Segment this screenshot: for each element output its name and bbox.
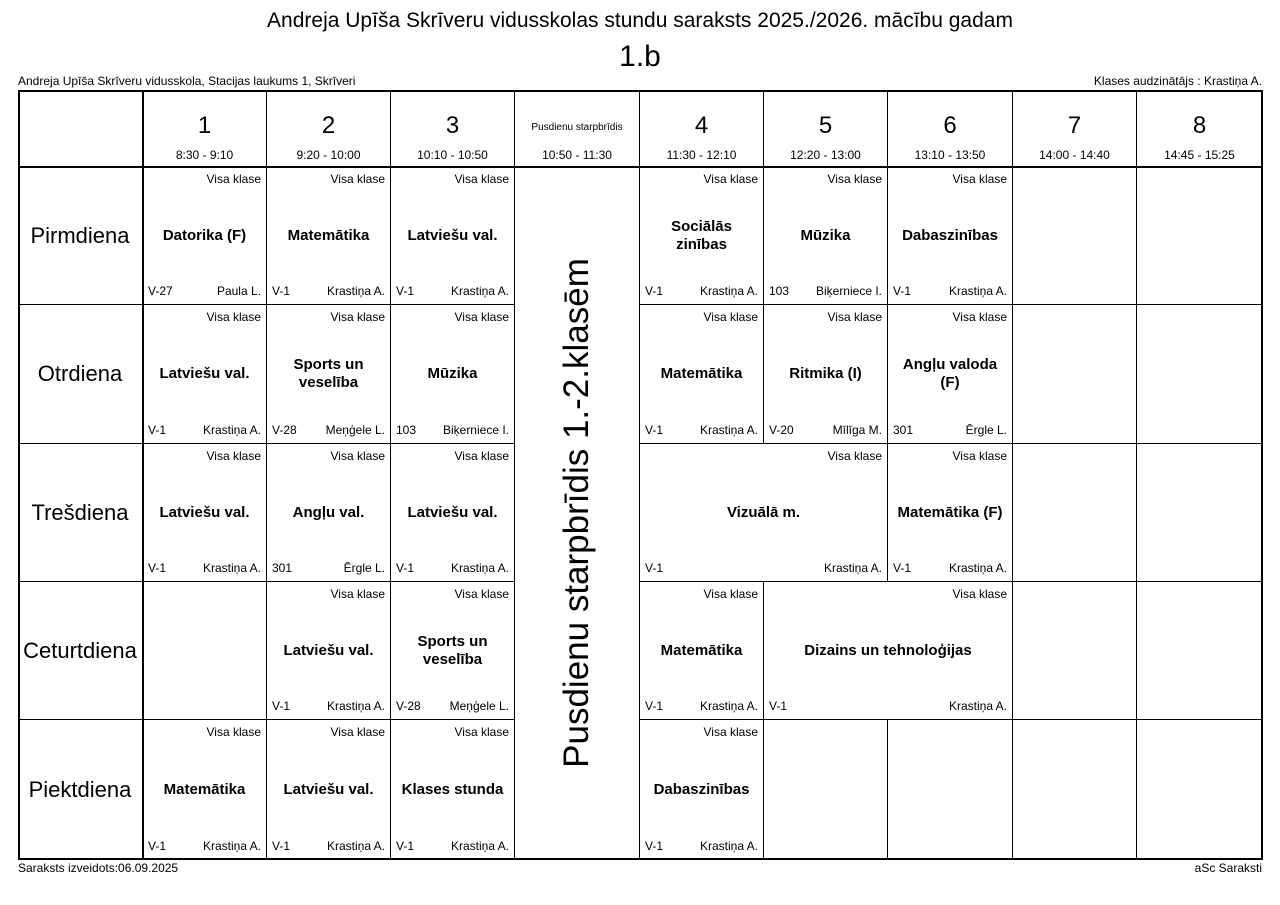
period-number: 4 <box>694 112 709 139</box>
lesson-cell[interactable] <box>267 582 391 720</box>
lesson-group: Visa klase <box>952 587 1007 601</box>
lesson-teacher: Krastiņa A. <box>823 561 882 575</box>
lesson-group: Visa klase <box>330 172 385 186</box>
lesson-teacher: Krastiņa A. <box>326 284 385 298</box>
lesson-group: Visa klase <box>330 310 385 324</box>
lesson-cell[interactable] <box>391 167 515 305</box>
period-number: 2 <box>321 112 336 139</box>
empty-cell <box>1137 582 1263 720</box>
lesson-subject: Sociālās zinības <box>671 217 732 253</box>
lesson-subject: Mūzika <box>427 365 478 382</box>
lesson-group: Visa klase <box>454 172 509 186</box>
lesson-room: V-1 <box>396 561 415 575</box>
lesson-cell[interactable] <box>143 444 267 582</box>
lesson-cell[interactable] <box>143 720 267 860</box>
period-time: 9:20 - 10:00 <box>296 148 361 162</box>
head-teacher: Klases audzinātājs : Krastiņa A. <box>1093 74 1262 88</box>
period-header <box>391 90 515 167</box>
lesson-room: V-1 <box>272 699 291 713</box>
lesson-subject: Dabaszinības <box>653 780 750 798</box>
empty-cell <box>1013 720 1137 860</box>
lesson-group: Visa klase <box>703 587 758 601</box>
day-header <box>18 167 143 305</box>
header-separator <box>18 166 1263 168</box>
lunch-break-label <box>515 167 639 859</box>
lesson-subject: Mūzika <box>800 226 851 244</box>
lesson-room: V-27 <box>148 284 173 298</box>
lesson-cell[interactable] <box>888 305 1013 444</box>
lesson-subject: Datorika (F) <box>162 226 247 244</box>
empty-cell <box>1013 167 1137 305</box>
lesson-group: Visa klase <box>206 172 261 186</box>
timetable-grid <box>18 90 1263 860</box>
period-number: 6 <box>943 112 957 139</box>
period-time: 10:10 - 10:50 <box>417 148 488 162</box>
lesson-room: 301 <box>272 561 293 575</box>
lesson-teacher: Krastiņa A. <box>202 423 261 437</box>
day-name: Ceturtdiena <box>23 637 137 663</box>
period-time: 13:10 - 13:50 <box>914 148 986 162</box>
lesson-room: V-1 <box>645 284 664 298</box>
lesson-teacher: Krastiņa A. <box>699 699 758 713</box>
page-title: Andreja Upīša Skrīveru vidusskolas stundu saraksts 2025./2026. mācību gadam <box>267 9 1013 32</box>
software-name: aSc Saraksti <box>1194 861 1262 875</box>
lesson-subject: Angļu val. <box>292 503 365 521</box>
lesson-subject: Vizuālā m. <box>726 503 801 521</box>
lesson-teacher: Paula L. <box>216 284 261 298</box>
lesson-group: Visa klase <box>206 725 261 739</box>
lesson-teacher: Krastiņa A. <box>450 839 509 853</box>
lesson-cell[interactable] <box>640 444 888 582</box>
lesson-group: Visa klase <box>827 172 882 186</box>
day-header <box>18 305 143 444</box>
lesson-room: V-1 <box>893 561 912 575</box>
lesson-subject: Dabaszinības <box>902 226 998 244</box>
lesson-teacher: Ērgle L. <box>343 561 385 575</box>
empty-cell <box>1137 167 1263 305</box>
lesson-room: V-1 <box>396 284 415 298</box>
lesson-subject: Latviešu val. <box>407 503 498 521</box>
empty-cell <box>1013 582 1137 720</box>
lesson-teacher: Biķerniece I. <box>815 284 882 298</box>
lesson-cell[interactable] <box>391 720 515 860</box>
period-number: 5 <box>818 112 833 139</box>
lesson-cell[interactable] <box>764 305 888 444</box>
lesson-room: V-1 <box>148 423 167 437</box>
day-name: Otrdiena <box>37 361 123 386</box>
lesson-room: V-1 <box>645 839 664 853</box>
empty-cell <box>1137 720 1263 860</box>
period-number: 1 <box>197 112 212 139</box>
lesson-teacher: Meņģele L. <box>325 423 385 437</box>
lesson-teacher: Krastiņa A. <box>948 561 1007 575</box>
lesson-room: V-1 <box>645 423 664 437</box>
lesson-cell[interactable] <box>267 720 391 860</box>
day-header <box>18 582 143 720</box>
lesson-room: V-1 <box>645 561 664 575</box>
period-number: 3 <box>445 112 460 139</box>
lesson-group: Visa klase <box>952 449 1007 463</box>
period-header <box>764 90 888 167</box>
lesson-teacher: Krastiņa A. <box>202 839 261 853</box>
lesson-cell[interactable] <box>143 167 267 305</box>
lesson-cell[interactable] <box>267 305 391 444</box>
lesson-teacher: Ērgle L. <box>965 423 1007 437</box>
period-time: 8:30 - 9:10 <box>175 148 234 162</box>
lesson-subject: Matemātika <box>660 365 743 382</box>
lesson-teacher: Krastiņa A. <box>326 839 385 853</box>
lesson-group: Visa klase <box>454 449 509 463</box>
lesson-subject: Matemātika <box>660 641 743 659</box>
lesson-cell[interactable] <box>888 444 1013 582</box>
lesson-subject: Matemātika <box>287 226 370 244</box>
lesson-group: Visa klase <box>952 310 1007 324</box>
empty-cell <box>1137 305 1263 444</box>
period-time: 14:00 - 14:40 <box>1039 148 1110 162</box>
lesson-cell[interactable] <box>640 720 764 860</box>
lesson-cell[interactable] <box>143 305 267 444</box>
lesson-cell[interactable] <box>640 582 764 720</box>
break-header-label: Pusdienu starpbrīdis <box>531 122 623 133</box>
day-header <box>18 444 143 582</box>
period-number: 8 <box>1192 112 1207 139</box>
lesson-subject: Dizains un tehnoloģijas <box>804 641 972 659</box>
period-header <box>267 90 391 167</box>
class-name: 1.b <box>619 40 661 73</box>
lesson-subject: Klases stunda <box>401 780 504 798</box>
lesson-group: Visa klase <box>330 449 385 463</box>
empty-cell <box>888 720 1013 860</box>
lesson-teacher: Krastiņa A. <box>450 561 509 575</box>
day-name: Piektdiena <box>28 776 132 802</box>
lesson-cell[interactable] <box>391 444 515 582</box>
lesson-teacher: Krastiņa A. <box>948 699 1007 713</box>
empty-cell <box>1013 444 1137 582</box>
period-header <box>143 90 267 167</box>
lesson-cell[interactable] <box>640 305 764 444</box>
period-header <box>640 90 764 167</box>
lesson-teacher: Mīlīga M. <box>832 423 882 437</box>
lesson-subject: Angļu valoda (F) <box>902 356 998 391</box>
day-header <box>18 720 143 860</box>
lesson-teacher: Krastiņa A. <box>326 699 385 713</box>
lesson-room: V-1 <box>396 839 415 853</box>
lesson-subject: Latviešu val. <box>159 503 250 521</box>
lesson-group: Visa klase <box>703 310 758 324</box>
lesson-subject: Latviešu val. <box>283 641 374 659</box>
period-header <box>1137 90 1263 167</box>
lesson-teacher: Meņģele L. <box>449 699 509 713</box>
empty-cell <box>143 582 267 720</box>
lesson-room: 103 <box>769 284 790 298</box>
empty-cell <box>764 720 888 860</box>
period-header <box>888 90 1013 167</box>
day-name: Pirmdiena <box>30 222 130 248</box>
created-date: Saraksts izveidots:06.09.2025 <box>18 861 179 875</box>
lesson-subject: Latviešu val. <box>407 226 498 244</box>
lesson-subject: Matemātika (F) <box>897 503 1003 521</box>
lesson-teacher: Krastiņa A. <box>202 561 261 575</box>
lesson-group: Visa klase <box>454 310 509 324</box>
lesson-room: V-1 <box>148 839 167 853</box>
lesson-group: Visa klase <box>952 172 1007 186</box>
lesson-group: Visa klase <box>330 587 385 601</box>
lesson-teacher: Krastiņa A. <box>948 284 1007 298</box>
lesson-subject: Sports un veselība <box>293 356 364 391</box>
lesson-room: V-1 <box>272 284 291 298</box>
lunch-break-text: Pusdienu starpbrīdis 1.-2.klasēm <box>557 258 596 768</box>
empty-cell <box>1013 305 1137 444</box>
period-time: 12:20 - 13:00 <box>790 148 861 162</box>
corner-cell <box>18 90 143 167</box>
lesson-group: Visa klase <box>454 587 509 601</box>
lesson-cell[interactable] <box>391 305 515 444</box>
lesson-teacher: Krastiņa A. <box>699 839 758 853</box>
lesson-group: Visa klase <box>703 172 758 186</box>
lesson-room: V-1 <box>148 561 167 575</box>
lesson-room: V-1 <box>893 284 912 298</box>
lesson-subject: Sports un veselība <box>417 632 488 668</box>
lesson-cell[interactable] <box>267 167 391 305</box>
lesson-room: V-1 <box>645 699 664 713</box>
empty-cell <box>1137 444 1263 582</box>
lesson-teacher: Krastiņa A. <box>699 284 758 298</box>
lesson-subject: Ritmika (I) <box>789 365 862 382</box>
lesson-room: 103 <box>396 423 417 437</box>
lesson-cell[interactable] <box>764 582 1013 720</box>
lesson-group: Visa klase <box>206 310 261 324</box>
school-address: Andreja Upīša Skrīveru vidusskola, Stacijas laukums 1, Skrīveri <box>18 74 356 88</box>
lesson-room: V-1 <box>272 839 291 853</box>
lesson-cell[interactable] <box>267 444 391 582</box>
day-column-separator <box>142 90 144 860</box>
lesson-group: Visa klase <box>206 449 261 463</box>
lesson-room: V-28 <box>396 699 421 713</box>
lesson-teacher: Biķerniece I. <box>442 423 509 437</box>
period-number: 7 <box>1067 112 1082 139</box>
lesson-room: V-20 <box>769 423 794 437</box>
lesson-group: Visa klase <box>827 449 882 463</box>
lesson-subject: Matemātika <box>163 780 246 798</box>
lesson-teacher: Krastiņa A. <box>699 423 758 437</box>
period-header <box>515 90 640 167</box>
lesson-room: V-1 <box>769 699 788 713</box>
period-time: 14:45 - 15:25 <box>1164 148 1235 162</box>
lesson-subject: Latviešu val. <box>159 365 250 382</box>
period-time: 10:50 - 11:30 <box>542 148 612 162</box>
lesson-cell[interactable] <box>391 582 515 720</box>
period-header <box>1013 90 1137 167</box>
lesson-teacher: Krastiņa A. <box>450 284 509 298</box>
period-time: 11:30 - 12:10 <box>666 148 737 162</box>
lesson-room: V-28 <box>272 423 297 437</box>
lunch-break-column <box>515 167 640 860</box>
lesson-cell[interactable] <box>640 167 764 305</box>
lesson-group: Visa klase <box>330 725 385 739</box>
lesson-group: Visa klase <box>703 725 758 739</box>
lesson-cell[interactable] <box>888 167 1013 305</box>
lesson-room: 301 <box>893 423 914 437</box>
lesson-group: Visa klase <box>454 725 509 739</box>
lesson-subject: Latviešu val. <box>283 780 374 798</box>
lesson-cell[interactable] <box>764 167 888 305</box>
lesson-group: Visa klase <box>827 310 882 324</box>
day-name: Trešdiena <box>31 499 129 525</box>
